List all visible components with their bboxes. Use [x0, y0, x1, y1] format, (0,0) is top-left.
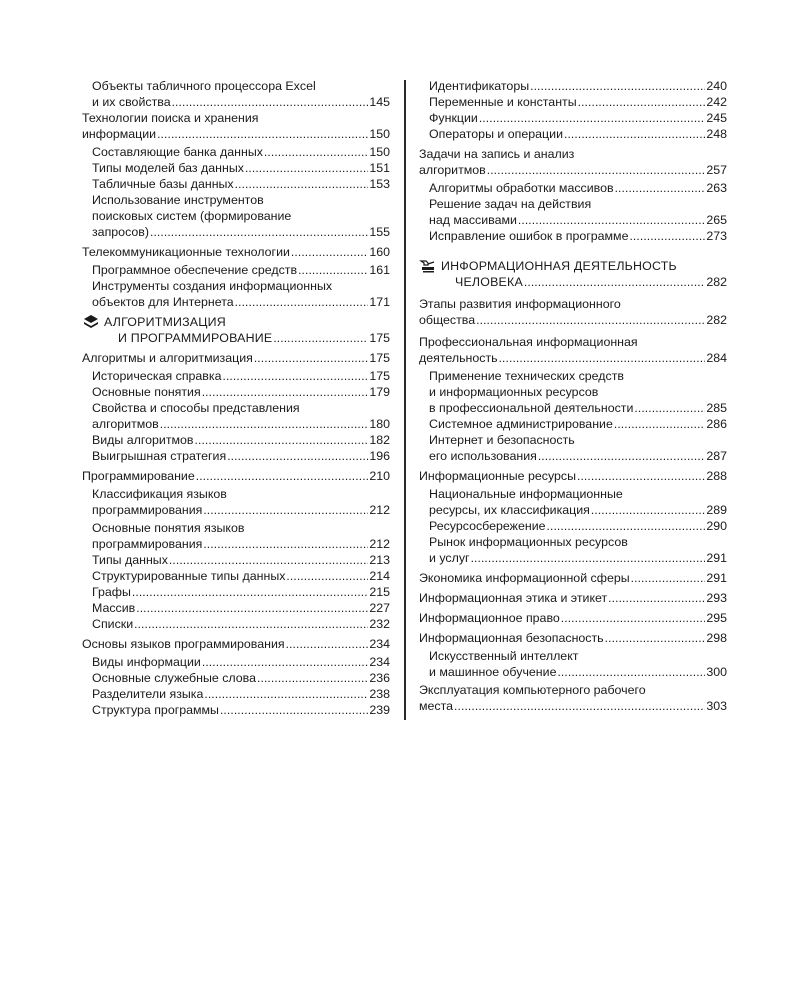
page-number: 238	[369, 687, 390, 701]
entry-title-cont: алгоритмов	[92, 417, 159, 431]
toc-entry[interactable]	[419, 570, 727, 586]
diamond-layers-icon	[82, 314, 100, 330]
entry-title: Задачи на запись и анализ	[419, 147, 575, 161]
page-number: 293	[706, 591, 727, 605]
entry-title: Рынок информационных ресурсов	[429, 535, 628, 549]
toc-entry[interactable]	[82, 176, 390, 192]
page-number: 273	[706, 229, 727, 243]
toc-entry[interactable]	[82, 654, 390, 670]
toc-entry[interactable]	[419, 432, 727, 464]
entry-title: Основы языков программирования	[82, 637, 285, 651]
entry-title: Табличные базы данных	[92, 177, 234, 191]
page-number: 175	[369, 369, 390, 383]
page-number: 182	[369, 433, 390, 447]
entry-title-cont: деятельность	[419, 351, 498, 365]
toc-entry[interactable]	[419, 78, 727, 94]
entry-title-cont: и услуг	[429, 551, 470, 565]
section-title-cont: И ПРОГРАММИРОВАНИЕ	[118, 331, 273, 345]
page-number: 145	[369, 95, 390, 109]
toc-entry[interactable]	[82, 110, 390, 142]
toc-entry[interactable]	[82, 686, 390, 702]
page-number: 265	[706, 213, 727, 227]
entry-title-cont: программирования	[92, 503, 203, 517]
entry-title: Использование инструментов	[92, 193, 264, 207]
page-number: 150	[369, 127, 390, 141]
entry-title-cont: и их свойства	[92, 95, 171, 109]
page-number: 239	[369, 703, 390, 717]
page-number: 234	[369, 637, 390, 651]
entry-title: Интернет и безопасность	[429, 433, 575, 447]
entry-title: Информационная этика и этикет	[419, 591, 608, 605]
page-number: 263	[706, 181, 727, 195]
toc-entry[interactable]	[82, 468, 390, 484]
page-number: 286	[706, 417, 727, 431]
toc-left-column	[82, 78, 390, 718]
entry-title: Типы данных	[92, 553, 168, 567]
entry-title: Ресурсосбережение	[429, 519, 546, 533]
toc-entry[interactable]	[82, 432, 390, 448]
page-number: 150	[369, 145, 390, 159]
toc-entry[interactable]	[82, 350, 390, 366]
entry-title: Искусственный интеллект	[429, 649, 579, 663]
entry-title-cont: программирования	[92, 537, 203, 551]
toc-entry[interactable]	[419, 110, 727, 126]
entry-title: Свойства и способы представления	[92, 401, 300, 415]
page-number: 300	[706, 665, 727, 679]
page-number: 151	[369, 161, 390, 175]
entry-title: Применение технических средств	[429, 369, 624, 383]
page-number: 245	[706, 111, 727, 125]
entry-title: Классификация языков	[92, 487, 227, 501]
page-number: 289	[706, 503, 727, 517]
toc-entry[interactable]	[419, 610, 727, 626]
entry-title: Экономика информационной сферы	[419, 571, 630, 585]
page-number: 288	[706, 469, 727, 483]
toc-entry[interactable]	[419, 590, 727, 606]
toc-entry[interactable]	[82, 520, 390, 552]
toc-entry[interactable]	[419, 296, 727, 328]
entry-title: Программное обеспечение средств	[92, 263, 298, 277]
toc-entry[interactable]	[82, 278, 390, 310]
entry-title: Национальные информационные	[429, 487, 623, 501]
entry-title: Информационное право	[419, 611, 560, 625]
entry-title: Графы	[92, 585, 131, 599]
entry-title-cont: над массивами	[429, 213, 517, 227]
toc-entry[interactable]	[82, 144, 390, 160]
page-number: 236	[369, 671, 390, 685]
entry-title-cont: и машинное обучение	[429, 665, 557, 679]
page-number: 287	[706, 449, 727, 463]
page-number: 212	[369, 537, 390, 551]
toc-entry[interactable]	[82, 262, 390, 278]
page-number: 248	[706, 127, 727, 141]
toc-entry[interactable]	[419, 334, 727, 366]
entry-title: Алгоритмы и алгоритмизация	[82, 351, 253, 365]
page-number: 295	[706, 611, 727, 625]
column-divider	[404, 80, 406, 720]
toc-entry[interactable]	[419, 518, 727, 534]
entry-title: Списки	[92, 617, 134, 631]
entry-title: Алгоритмы обработки массивов	[429, 181, 614, 195]
entry-title-cont: и информационных ресурсов	[429, 385, 599, 399]
toc-entry[interactable]	[419, 94, 727, 110]
entry-title: Типы моделей баз данных	[92, 161, 244, 175]
entry-title: Функции	[429, 111, 478, 125]
page-number: 175	[369, 351, 390, 365]
entry-title: Историческая справка	[92, 369, 222, 383]
entry-title: Основные понятия	[92, 385, 201, 399]
section-title: ИНФОРМАЦИОННАЯ ДЕЯТЕЛЬНОСТЬ	[441, 259, 677, 273]
page-number: 155	[369, 225, 390, 239]
toc-entry[interactable]	[82, 160, 390, 176]
toc-entry[interactable]	[82, 670, 390, 686]
entry-title-cont: ресурсы, их классификация	[429, 503, 590, 517]
page-number: 284	[706, 351, 727, 365]
page-number: 175	[369, 331, 390, 345]
toc-entry[interactable]	[419, 368, 727, 416]
page-number: 153	[369, 177, 390, 191]
page-number: 210	[369, 469, 390, 483]
entry-title: Системное администрирование	[429, 417, 613, 431]
entry-title: Объекты табличного процессора Excel	[92, 79, 316, 93]
page-number: 234	[369, 655, 390, 669]
entry-title-cont: общества	[419, 313, 476, 327]
page-number: 161	[369, 263, 390, 277]
toc-entry[interactable]	[419, 648, 727, 680]
section-title: АЛГОРИТМИЗАЦИЯ	[104, 315, 226, 329]
toc-entry[interactable]	[82, 616, 390, 632]
toc-section-heading[interactable]	[419, 258, 727, 290]
entry-title: Профессиональная информационная	[419, 335, 638, 349]
entry-title: Основные понятия языков	[92, 521, 245, 535]
toc-entry[interactable]	[82, 192, 390, 240]
toc-entry[interactable]	[82, 244, 390, 260]
hand-writing-icon	[419, 258, 437, 274]
toc-entry[interactable]	[82, 584, 390, 600]
page-number: 291	[706, 551, 727, 565]
entry-title-cont: объектов для Интернета	[92, 295, 234, 309]
toc-entry[interactable]	[419, 682, 727, 714]
entry-title-cont: места	[419, 699, 454, 713]
toc-entry[interactable]	[419, 196, 727, 228]
page-number: 227	[369, 601, 390, 615]
toc-entry[interactable]	[419, 468, 727, 484]
toc-entry[interactable]	[82, 702, 390, 718]
toc-entry[interactable]	[82, 368, 390, 384]
toc-entry[interactable]	[419, 416, 727, 432]
toc-section-heading[interactable]	[82, 314, 390, 346]
page-number: 240	[706, 79, 727, 93]
toc-entry[interactable]	[419, 146, 727, 178]
entry-title: Программирование	[82, 469, 195, 483]
entry-title: Разделители языка	[92, 687, 204, 701]
entry-title: Выигрышная стратегия	[92, 449, 227, 463]
toc-entry[interactable]	[419, 630, 727, 646]
page-number: 196	[369, 449, 390, 463]
page-number: 232	[369, 617, 390, 631]
entry-title: Технологии поиска и хранения	[82, 111, 259, 125]
toc-entry[interactable]	[82, 568, 390, 584]
entry-title: Переменные и константы	[429, 95, 577, 109]
toc-entry[interactable]	[82, 600, 390, 616]
page-number: 257	[706, 163, 727, 177]
page-number: 171	[369, 295, 390, 309]
toc-entry[interactable]	[419, 486, 727, 518]
toc-entry[interactable]	[419, 126, 727, 142]
page-number: 282	[706, 275, 727, 289]
page-number: 179	[369, 385, 390, 399]
entry-title: Информационные ресурсы	[419, 469, 576, 483]
page-number: 180	[369, 417, 390, 431]
entry-title: Виды информации	[92, 655, 201, 669]
page-number: 215	[369, 585, 390, 599]
page-number: 303	[706, 699, 727, 713]
toc-entry[interactable]	[82, 448, 390, 464]
entry-title-cont: в профессиональной деятельности	[429, 401, 634, 415]
page-number: 214	[369, 569, 390, 583]
toc-entry[interactable]	[82, 552, 390, 568]
toc-entry[interactable]	[419, 228, 727, 244]
page-number: 282	[706, 313, 727, 327]
entry-title: Составляющие банка данных	[92, 145, 263, 159]
section-title-cont: ЧЕЛОВЕКА	[455, 275, 523, 289]
toc-entry[interactable]	[82, 400, 390, 432]
entry-title: Массив	[92, 601, 136, 615]
page-number: 285	[706, 401, 727, 415]
entry-title: Основные служебные слова	[92, 671, 257, 685]
entry-title: Инструменты создания информационных	[92, 279, 333, 293]
page-number: 291	[706, 571, 727, 585]
entry-title: Виды алгоритмов	[92, 433, 194, 447]
toc-entry[interactable]	[82, 78, 390, 110]
toc-entry[interactable]	[419, 180, 727, 196]
page-number: 160	[369, 245, 390, 259]
toc-entry[interactable]	[419, 534, 727, 566]
entry-title: Идентификаторы	[429, 79, 530, 93]
entry-title-cont: алгоритмов	[419, 163, 486, 177]
page-number: 213	[369, 553, 390, 567]
entry-title: Решение задач на действия	[429, 197, 592, 211]
entry-title: Телекоммуникационные технологии	[82, 245, 290, 259]
page-number: 290	[706, 519, 727, 533]
entry-title: Структурированные типы данных	[92, 569, 286, 583]
entry-title: Информационная безопасность	[419, 631, 604, 645]
entry-title-cont: запросов)	[92, 225, 149, 239]
page-number: 242	[706, 95, 727, 109]
toc-entry[interactable]	[82, 636, 390, 652]
toc-entry[interactable]	[82, 486, 390, 518]
toc-entry[interactable]	[82, 384, 390, 400]
entry-title: Структура программы	[92, 703, 219, 717]
toc-right-column	[419, 78, 727, 714]
entry-title-cont: его использования	[429, 449, 537, 463]
entry-title: Операторы и операции	[429, 127, 563, 141]
entry-title: Исправление ошибок в программе	[429, 229, 629, 243]
entry-title: Этапы развития информационного	[419, 297, 621, 311]
page-number: 212	[369, 503, 390, 517]
entry-title-cont: информации	[82, 127, 157, 141]
entry-title: Эксплуатация компьютерного рабочего	[419, 683, 646, 697]
page-number: 298	[706, 631, 727, 645]
entry-title-cont: поисковых систем (формирование	[92, 209, 292, 223]
